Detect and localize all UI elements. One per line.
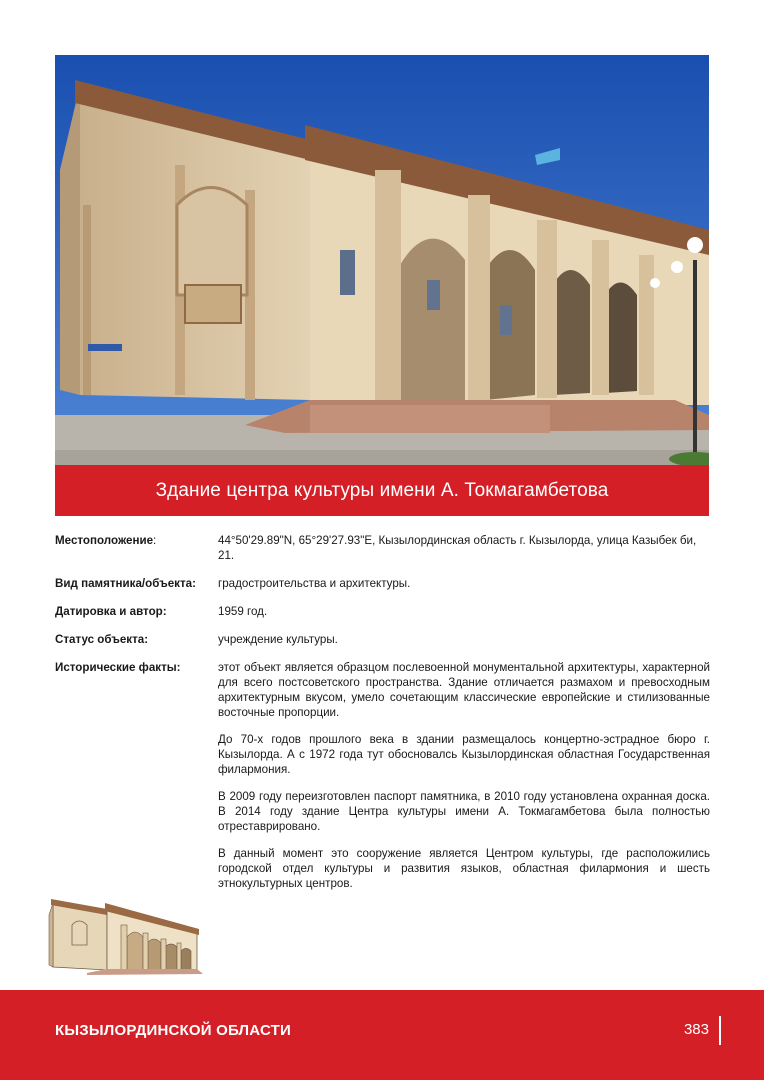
object-title: Здание центра культуры имени А. Токмагамбетова: [155, 479, 609, 501]
footer-region-title: КЫЗЫЛОРДИНСКОЙ ОБЛАСТИ: [55, 1022, 291, 1039]
field-value: градостроительства и архитектуры.: [218, 577, 411, 590]
field-row-history: [55, 660, 710, 891]
field-row-dating: [55, 604, 710, 619]
field-value: 44°50'29.89"N, 65°29'27.93"E, Кызылординская область г. Кызылорда, улица Казыбек би, 21.: [218, 534, 697, 562]
history-paragraph: В данный момент это сооружение является Центром культуры, где расположились городской отдел культуры и развития языков, областная филармония и шесть этнокультурных центров.: [218, 847, 710, 890]
title-banner: [55, 465, 709, 516]
field-label: Исторические факты:: [55, 661, 181, 674]
page-number: 383: [683, 1021, 709, 1038]
object-info: [55, 533, 710, 904]
field-row-type: [55, 576, 710, 591]
history-paragraph: В 2009 году переизготовлен паспорт памятника, в 2010 году установлена охранная доска. В 2014 году здание Центра культуры имени А. Токмагамбетова была полностью отреставрировано.: [218, 790, 710, 833]
field-label: Статус объекта:: [55, 633, 149, 646]
field-label: Датировка и автор:: [55, 605, 167, 618]
field-label: Вид памятника/объекта:: [55, 577, 196, 590]
field-label: Местоположение:: [55, 534, 157, 547]
building-photo: [55, 55, 709, 465]
footer-divider: [719, 1016, 721, 1045]
building-sketch: [47, 885, 205, 977]
history-text: [218, 660, 710, 891]
history-paragraph: До 70-х годов прошлого века в здании размещалось концертно-эстрадное бюро г. Кызылорда. А с 1972 года тут обосновалсь Кызылординская областная Государственная филармония.: [218, 733, 710, 776]
page-footer: [0, 990, 764, 1080]
field-value: учреждение культуры.: [218, 633, 338, 646]
field-row-status: [55, 632, 710, 647]
field-value: 1959 год.: [218, 605, 268, 618]
field-row-location: [55, 533, 710, 563]
history-paragraph: этот объект является образцом послевоенной монументальной архитектуры, характерной для всего постсоветского пространства. Здание отличается размахом и превосходным архитектурным вкусом, умело сочетающим классические европейские и стилизованные восточные пропорции.: [218, 661, 710, 719]
